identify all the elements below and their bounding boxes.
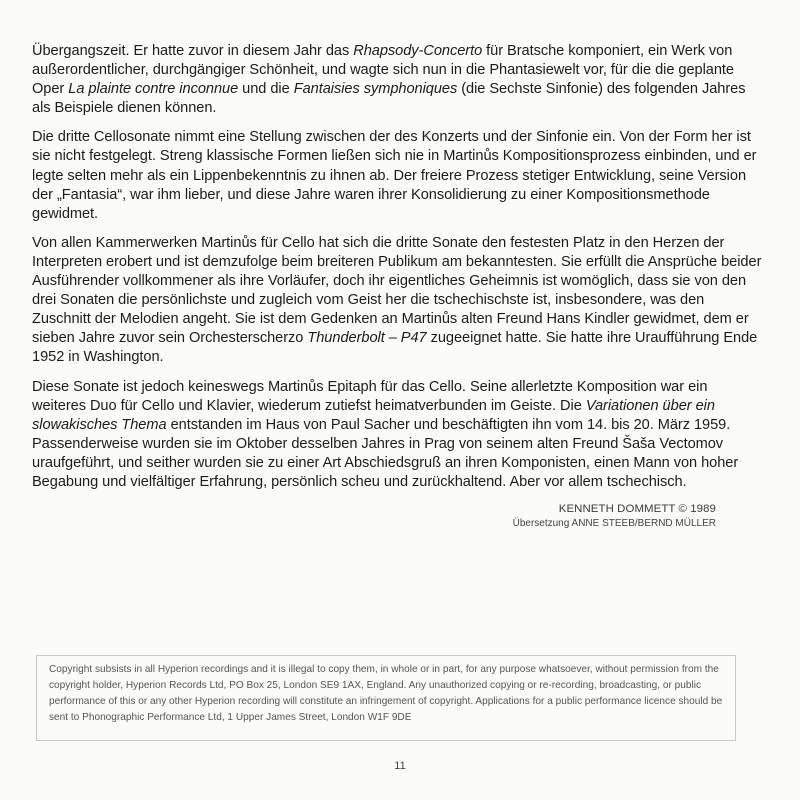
booklet-page-body	[32, 42, 764, 531]
paragraph-1	[32, 42, 764, 118]
text-run: und die	[238, 81, 294, 98]
copyright-notice: Copyright subsists in all Hyperion recordings and it is illegal to copy them, in whole or in part, for any purpose whatsoever, without permission from the copyright holder, Hyperion Records Ltd, PO Box 25, London SE9 1AX, England. Any unauthorized copying or re-recording, broadcasting, or public performance of this or any other Hyperion recording will constitute an infringement of copyright. Applications for a public performance licence should be sent to Phonographic Performance Ltd, 1 Upper James Street, London W1F 9DE	[49, 664, 723, 723]
text-run: für Bratsche komponiert, ein Werk von außerordentlicher, durchgängiger Schönheit, und wagte sich nun in die Phantasiewelt vor, für die die geplante Oper	[32, 43, 734, 98]
text-run: Von allen Kammerwerken Martinůs für Cello hat sich die dritte Sonate den festesten Platz in den Herzen der Interpreten erobert und ist demzufolge beim breiteren Publikum am bekanntesten. Sie erfüllt die Ansprüche beider Ausführender vollkommener als ihre Vorläufer, doch ihr eigentliches Geheimnis ist womöglich, dass sie von den drei Sonaten die persönlichste und zugleich vom Geist her die tschechischste ist, insbesondere, was den Zuschnitt der Melodien angeht. Sie ist dem Gedenken an Martinůs alten Freund Hans Kindler gewidmet, dem er sieben Jahre zuvor sein Orchesterscherzo	[32, 234, 762, 347]
copyright-notice-box	[36, 655, 736, 741]
page-number: 11	[394, 760, 406, 772]
text-run: (die Sechste Sinfonie) des folgenden Jahres als Beispiele dienen können.	[32, 81, 746, 117]
text-run: Die dritte Cellosonate nimmt eine Stellung zwischen der des Konzerts und der Sinfonie ein. Von der Form her ist sie nicht festgelegt. Streng klassische Formen ließen sich nie in Martinůs Kompositionsprozess einbinden, und er legte selten mehr als ein Lippenbekenntnis zu ihnen ab. Der freiere Prozess stetiger Entwicklung, seine Version der „Fantasia“, war ihm lieber, und diese Jahre waren ihrer Konsolidierung zu einer Kompositionsmethode gewidmet.	[32, 129, 757, 222]
text-run: entstanden im Haus von Paul Sacher und beschäftigten ihn vom 14. bis 20. März 1959. Passenderweise wurden sie im Oktober desselben Jahres in Prag von seinem alten Freund Šaša Vectomov uraufgeführt, und seither wurden sie zu einer Art Abschiedsgruß an ihren Komponisten, einen Mann von hoher Begabung und vielfältiger Erfahrung, persönlich scheu und zurückhaltend. Aber vor allem tschechisch.	[32, 416, 739, 490]
italic-title: Thunderbolt – P47	[307, 330, 427, 347]
paragraph-2	[32, 128, 764, 223]
text-run: Übergangszeit. Er hatte zuvor in diesem Jahr das	[32, 43, 354, 59]
italic-title: Rhapsody-Concerto	[353, 43, 483, 59]
italic-title: Fantaisies symphoniques	[293, 81, 458, 98]
text-run: Diese Sonate ist jedoch keineswegs Martinůs Epitaph für das Cello. Seine allerletzte Komposition war ein weiteres Duo für Cello und Klavier, wiederum zutiefst heimatverbunden im Geiste. Die	[32, 378, 708, 414]
italic-title: La plainte contre inconnue	[68, 81, 239, 98]
author-credits	[32, 502, 764, 531]
italic-title: Variationen über ein slowakisches Thema	[32, 397, 715, 433]
author-credit: KENNETH DOMMETT © 1989	[558, 503, 716, 516]
translation-credit: Übersetzung ANNE STEEB/BERND MÜLLER	[512, 518, 716, 530]
text-run: zugeeignet hatte. Sie hatte ihre Uraufführung Ende 1952 in Washington.	[32, 330, 758, 366]
paragraph-4	[32, 378, 764, 493]
paragraph-3	[32, 234, 764, 368]
